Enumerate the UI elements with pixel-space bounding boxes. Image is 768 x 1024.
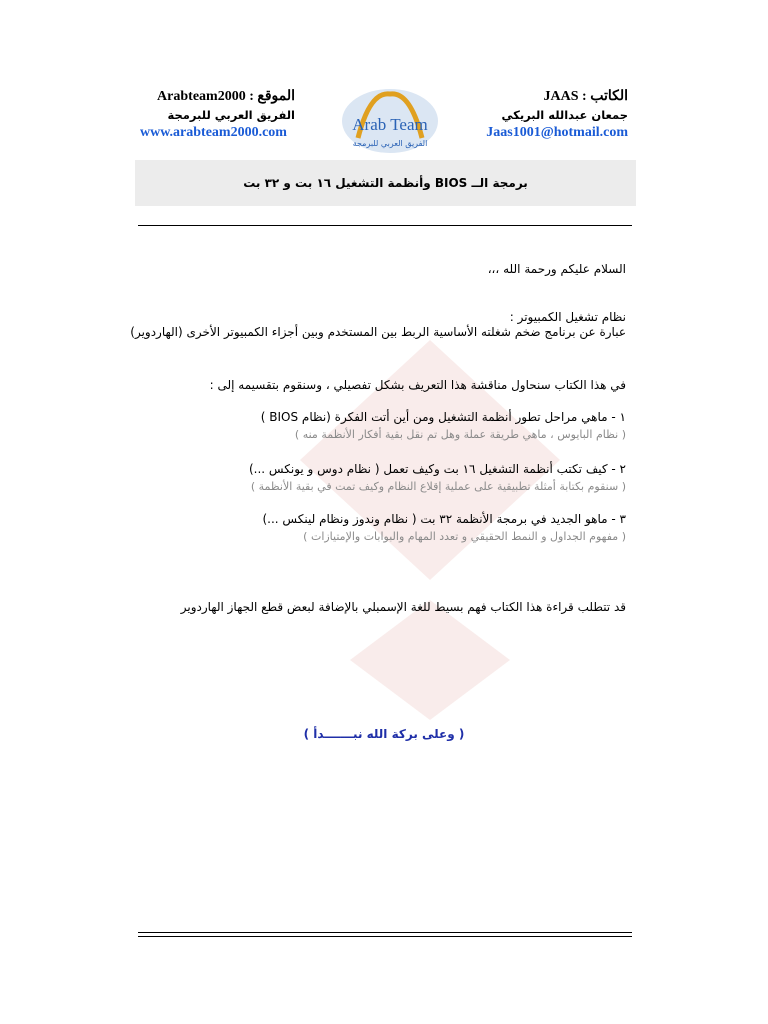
site-name: الفريق العربي للبرمجة xyxy=(167,108,295,122)
footer-rule-bottom xyxy=(138,936,632,937)
logo-text-en: Arab Team xyxy=(352,115,428,134)
list-item-1-title: ١ - ماهي مراحل تطور أنظمة التشغيل ومن أين أتت الفكرة (نظام BIOS ) xyxy=(260,410,626,424)
definition-heading: نظام تشغيل الكمبيوتر : xyxy=(509,310,626,324)
logo-text-ar: الفريق العربي للبرمجة xyxy=(352,139,428,148)
title-bar xyxy=(135,160,636,206)
author-block xyxy=(486,88,628,142)
list-item-2-sub: ( سنقوم بكتابة أمثلة تطبيقية على عملية إقلاع النظام وكيف تمت في بقية الأنظمة ) xyxy=(250,480,626,493)
site-label: الموقع : Arabteam2000 xyxy=(157,89,295,104)
site-url-link[interactable]: www.arabteam2000.com xyxy=(140,125,287,140)
list-item-1-sub: ( نظام البايوس ، ماهي طريقة عملة وهل تم نقل بقية أفكار الأنظمة منه ) xyxy=(294,428,626,441)
site-block xyxy=(140,88,295,142)
closing-line: ( وعلى بركة الله نبـــــــدأ ) xyxy=(303,727,465,741)
intro-text: في هذا الكتاب سنحاول مناقشة هذا التعريف بشكل تفصيلي ، وسنقوم بتقسيمه إلى : xyxy=(209,378,626,392)
list-item-2-title: ٢ - كيف تكتب أنظمة التشغيل ١٦ بت وكيف تعمل ( نظام دوس و يونكس ...) xyxy=(248,462,626,476)
document-title: برمجة الــ BIOS وأنظمة التشغيل ١٦ بت و ٣٢ بت xyxy=(243,176,528,190)
author-email-link[interactable]: Jaas1001@hotmail.com xyxy=(486,125,628,140)
list-item-3-sub: ( مفهوم الجداول و النمط الحقيقي و تعدد المهام والبوابات والإمتيازات ) xyxy=(303,530,626,543)
list-item-3-title: ٣ - ماهو الجديد في برمجة الأنظمة ٣٢ بت ( نظام وندوز ونظام لينكس ...) xyxy=(262,512,626,526)
author-name: جمعان عبدالله البريكي xyxy=(501,108,628,122)
arabteam-logo-icon xyxy=(340,86,440,156)
arabteam-logo xyxy=(340,86,440,156)
definition-text: عبارة عن برنامج ضخم شغلته الأساسية الربط بين المستخدم وبين أجزاء الكمبيوتر الأخرى (الهاردوير) xyxy=(130,325,626,339)
greeting: السلام عليكم ورحمة الله ،،، xyxy=(487,262,626,276)
footer-rule-top xyxy=(138,932,632,933)
author-label: الكاتب : JAAS xyxy=(543,89,628,104)
requirement-note: قد تتطلب قراءة هذا الكتاب فهم بسيط للغة الإسمبلي بالإضافة لبعض قطع الجهاز الهاردوير xyxy=(180,600,626,614)
header-rule xyxy=(138,225,632,226)
